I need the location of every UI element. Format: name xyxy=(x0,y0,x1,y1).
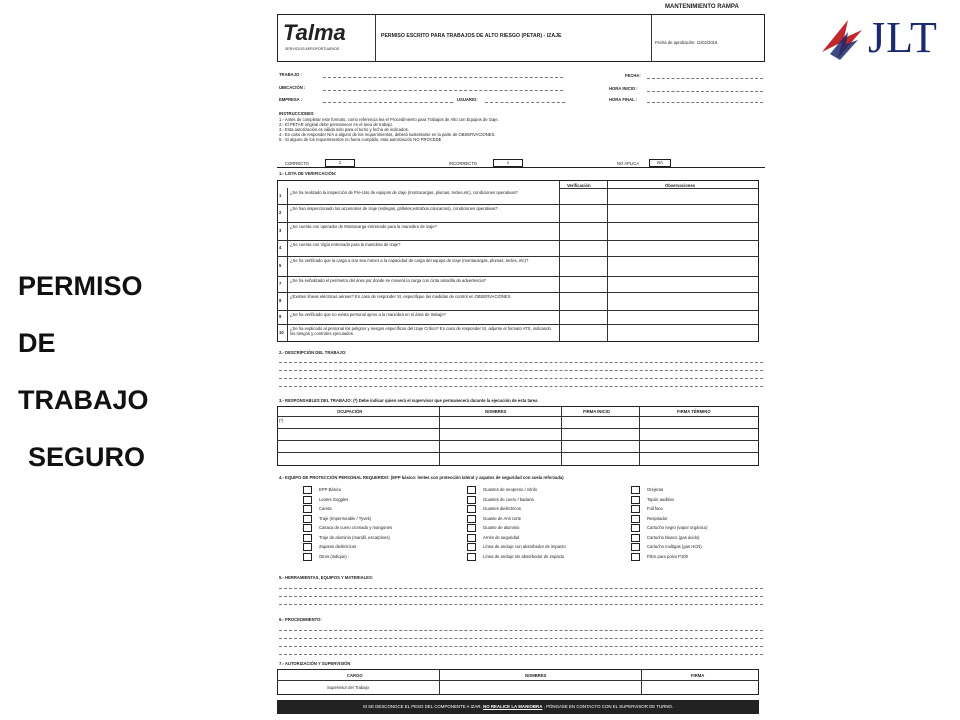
epp-checkbox[interactable] xyxy=(467,543,476,551)
legend-correcto-value: 2 xyxy=(325,159,355,167)
approval-date: Fecha de aprobación: 11/02/2016 xyxy=(655,40,718,45)
brand-name: JLT xyxy=(868,13,938,62)
form-footer: SI SE DESCONOCE EL PESO DEL COMPONENTE A IZAR, NO REALICE LA MANIOBRA , PÓNGASE EN CONTACTO CON EL SUPERVISOR DE TURNO. xyxy=(277,700,759,714)
responsables-table xyxy=(277,406,759,466)
epp-label: Zapatos dieléctricos xyxy=(319,544,357,549)
epp-checkbox[interactable] xyxy=(631,486,640,494)
epp-label: Línea de anclaje con absorbedor de impacto xyxy=(483,544,566,549)
epp-label: Cartucho negro (vapor orgánico) xyxy=(647,525,708,530)
epp-label: Otros (indique) : xyxy=(319,553,350,559)
title-word-de: DE xyxy=(18,328,56,358)
field-empresa: EMPRESA : xyxy=(279,97,303,102)
epp-label: Traje de aluminio (mandil, escarpines) xyxy=(319,534,390,540)
epp-checkbox[interactable] xyxy=(467,553,476,561)
resp-star: (*) xyxy=(279,418,284,423)
checklist-number: 5 xyxy=(279,263,282,268)
epp-checkbox[interactable] xyxy=(303,553,312,561)
section4-title: 4.- EQUIPO DE PROTECCIÓN PERSONAL REQUERIDO: (EPP básico: lentes con protección lateral y zapatos de seguridad con suela reforzada) xyxy=(279,475,564,480)
epp-label: Línea de anclaje sin absorbedor de impacto xyxy=(483,553,565,559)
epp-checkbox[interactable] xyxy=(303,524,312,532)
epp-label: Guantes dieléctricos xyxy=(483,506,521,511)
epp-label: Respirador xyxy=(647,515,668,521)
auth-col-firma: FIRMA xyxy=(691,673,705,678)
epp-checkbox[interactable] xyxy=(303,534,312,542)
section3-title: 3.- RESPONSABLES DEL TRABAJO: (*) Debe indicar quien será el supervisor que permanecerá durante la ejecución de esta tarea xyxy=(279,398,538,403)
epp-label: Guante de Anti corte xyxy=(483,515,522,521)
checklist-number: 2 xyxy=(279,210,282,215)
epp-label: Cartucho multigas (gas HCN) xyxy=(647,544,702,549)
epp-label: Guante de aluminio xyxy=(483,525,520,530)
epp-checkbox[interactable] xyxy=(303,486,312,494)
legend-noaplica: NO APLICA xyxy=(617,161,640,166)
auth-col-cargo: CARGO xyxy=(347,673,363,678)
checklist-number: 4 xyxy=(279,245,282,250)
auth-col-nombres: NOMBRES xyxy=(525,673,547,678)
checklist-number: 10 xyxy=(279,330,284,335)
epp-checkbox[interactable] xyxy=(631,534,640,542)
epp-checkbox[interactable] xyxy=(467,524,476,532)
epp-checkbox[interactable] xyxy=(631,496,640,504)
col-verificacion: Verificación xyxy=(567,183,591,188)
col-observaciones: Observaciones xyxy=(665,183,696,188)
checklist-question: ¿Se cuenta con operador de Montacarga entrenado para la maniobra de izaje? xyxy=(290,224,437,229)
legend-correcto: CORRECTO xyxy=(285,161,309,166)
epp-checkbox[interactable] xyxy=(467,505,476,513)
checklist-number: 9 xyxy=(279,314,282,319)
epp-label: Arnés de seguridad xyxy=(483,534,520,540)
epp-label: Careta xyxy=(319,506,332,511)
slide-title xyxy=(18,258,178,486)
resp-col-firma-termino: FIRMA TÉRMINO xyxy=(677,409,711,414)
epp-label: Cartucho blanco (gas ácido) xyxy=(647,534,700,540)
resp-col-nombres: NOMBRES xyxy=(485,409,507,414)
checklist-number: 7 xyxy=(279,281,282,286)
checklist-question: ¿Se ha verificado que no exista personal ajeno a la maniobra en el área de trabajo? xyxy=(290,312,446,317)
checklist-question: ¿Se han inspeccionado los accesorios de izaje (eslingas, grilletes,estrobos,cáncamos), condiciones operativas? . xyxy=(290,206,501,211)
epp-label: Lentes Goggles xyxy=(319,496,349,502)
epp-label: EPP Básico xyxy=(319,487,342,492)
epp-label: Tapón auditivo xyxy=(647,496,675,502)
field-usuario: USUARIO: xyxy=(457,97,478,102)
auth-row-supervisor: Supervisor del Trabajo xyxy=(327,685,369,690)
checklist-number: 8 xyxy=(279,298,282,303)
epp-checkbox[interactable] xyxy=(303,543,312,551)
form-top-label: MANTENIMIENTO RAMPA xyxy=(665,4,739,10)
section5-title: 5.- HERRAMIENTAS, EQUIPOS Y MATERIALES: xyxy=(279,575,374,580)
jlt-logo xyxy=(818,10,958,66)
legend-incorrecto-value: x xyxy=(493,159,523,167)
company-sub: SERVICIOS AEROPORTUARIOS xyxy=(285,47,340,51)
title-word-permiso: PERMISO xyxy=(18,271,143,301)
section6-title: 6.- PROCEDIMIENTO: xyxy=(279,617,322,622)
checklist-question: ¿Existen líneas eléctricas aéreas? En caso de responder SI, especifique las medidas de control en OBSERVACIONES xyxy=(290,294,511,299)
epp-label: Guantes de cuero / badana xyxy=(483,496,534,502)
epp-label: Casaca de cuero cromado y mangones xyxy=(319,525,393,530)
epp-checkbox[interactable] xyxy=(303,496,312,504)
title-word-seguro: SEGURO xyxy=(28,442,146,472)
epp-checkbox[interactable] xyxy=(467,515,476,523)
epp-checkbox[interactable] xyxy=(467,534,476,542)
checklist-number: 3 xyxy=(279,228,282,233)
petar-form xyxy=(271,0,767,720)
legend-incorrecto: INCORRECTO xyxy=(449,161,478,166)
epp-label: Guantes de neopreno / nitrilo xyxy=(483,487,538,492)
instructions-title: INSTRUCCIONES xyxy=(279,111,314,116)
epp-label: Full face xyxy=(647,506,663,511)
epp-checkbox[interactable] xyxy=(631,515,640,523)
epp-checkbox[interactable] xyxy=(631,524,640,532)
field-hora-final: HORA FINAL : xyxy=(609,97,638,102)
field-trabajo: TRABAJO : xyxy=(279,72,302,77)
checklist-question: ¿Se cuenta con Vigía entrenado para la maniobra de izaje? xyxy=(290,242,401,247)
checklist-question: ¿Se ha señalizado el perímetro del área por donde se moverá la carga con cinta amarilla de advertencia? xyxy=(290,278,486,283)
section2-title: 2.- DESCRIPCIÓN DEL TRABAJO: xyxy=(279,350,347,355)
section7-title: 7.- AUTORIZACIÓN Y SUPERVISIÓN xyxy=(279,661,351,666)
field-ubicacion: UBICACIÓN : xyxy=(279,85,306,90)
form-title: PERMISO ESCRITO PARA TRABAJOS DE ALTO RIESGO (PETAR) - IZAJE xyxy=(381,33,562,39)
resp-col-firma-inicio: FIRMA INICIO xyxy=(583,409,611,414)
checklist-number: 1 xyxy=(279,193,282,198)
company-logo: Talma xyxy=(283,20,346,45)
checklist-question: ¿Se ha realizado la inspección de Pre-Uso de equipos de izaje (montacargas, plumas, tecles,etc), condiciones operativas? xyxy=(290,190,518,195)
checklist-question: ¿Se ha explicado al personal los peligros y riesgos específicos del Izaje Crítico? En caso de responder SI, adjunte el formato ATS, indicando los riesgos y controles ejecutados. xyxy=(290,326,551,336)
legend-noaplica-value: NA xyxy=(649,159,671,167)
epp-checkbox[interactable] xyxy=(467,496,476,504)
title-word-trabajo: TRABAJO xyxy=(18,385,149,415)
epp-checkbox[interactable] xyxy=(303,505,312,513)
epp-checkbox[interactable] xyxy=(631,543,640,551)
epp-checkbox[interactable] xyxy=(467,486,476,494)
epp-checkbox[interactable] xyxy=(631,505,640,513)
resp-col-ocupacion: OCUPACIÓN xyxy=(337,409,363,414)
field-hora-inicio: HORA INICIO : xyxy=(609,86,638,91)
section1-title: 1.- LISTA DE VERIFICACIÓN: xyxy=(279,171,337,176)
epp-label: Orejeras xyxy=(647,487,664,492)
instructions-list: 1.- Antes de completar este formato, como referencia lea el Procedimiento para Trabajos de Alto con Equipos de Izaje. 2.- El PETAR original debe permanecer en el área de trabajo. 3.- Esta autorización es válida solo para el turno y fecha de indicados. 4.- En caso de responder N/A a alguno de los requerimientos, deberá sustentarse en la parte de OBSERVACIONES. 5.- Si alguno de los requerimientos no fuera cumplido, esta autorización NO PROCEDE xyxy=(279,117,499,142)
epp-checkbox[interactable] xyxy=(631,553,640,561)
jlt-wing-icon xyxy=(818,12,870,64)
epp-checkbox[interactable] xyxy=(303,515,312,523)
field-fecha: FECHA: xyxy=(625,73,641,78)
epp-label: Filtro para polvo P100 xyxy=(647,553,688,559)
epp-label: Traje (Impermeable / Tyvek) xyxy=(319,515,372,521)
checklist-question: ¿Se ha verificado que la carga a izar sea menor a la capacidad de carga del equipo de izaje (montacargas, plumas, tecles, etc)? xyxy=(290,258,529,263)
